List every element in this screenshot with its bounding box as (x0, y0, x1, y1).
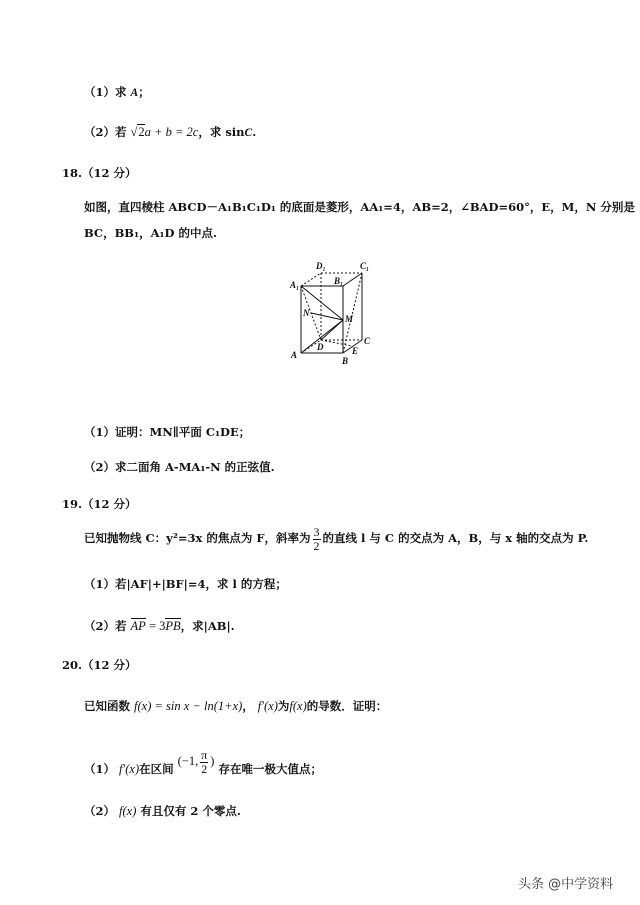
q19-heading: 19.（12 分） (62, 497, 137, 511)
q20-part1: （1） f′(x)在区间 (−1, $\frac{\pi}{2}$ ) 存在唯一极大值点； (84, 748, 322, 776)
q18-stem-line1: 如图，直四棱柱 ABCD－A₁B₁C₁D₁ 的底面是菱形，AA₁=4，AB=2，∠BAD=60°，E，M，N 分别是 (84, 200, 635, 214)
label-A1: A₁ (290, 280, 300, 290)
label-A: A (291, 350, 298, 360)
q20-interval: (−1, $\frac{\pi}{2}$ ) (177, 748, 215, 776)
label-E: E (352, 346, 359, 356)
q20-part2: （2） f(x) 有且仅有 2 个零点. (84, 804, 241, 818)
q17-part2: （2）若 √2a + b = 2c，求 sinC. (84, 125, 257, 139)
q17-part1: （1）求 A； (84, 85, 150, 99)
prism-figure (280, 258, 380, 370)
q18-stem-line2: BC，BB₁，A₁D 的中点. (84, 226, 218, 240)
label-C1: C₁ (360, 261, 370, 271)
q20-stem: 已知函数 f(x) = sin x − ln(1+x)， f′(x)为f(x)的导数．证明： (84, 699, 388, 713)
q20-heading: 20.（12 分） (62, 658, 137, 672)
label-B1: B₁ (334, 276, 344, 286)
label-D1: D₁ (316, 261, 326, 271)
q18-heading: 18.（12 分） (62, 166, 137, 180)
q19-slope-fraction: $\frac{3}{2}$ (313, 525, 320, 553)
q18-part1: （1）证明：MN∥平面 C₁DE； (84, 425, 251, 439)
q17-equation: √2a + b = 2c (130, 125, 199, 139)
q19-part1: （1）若|AF|+|BF|=4，求 l 的方程； (84, 577, 287, 591)
vector-PB: PB (165, 619, 181, 633)
q18-part2: （2）求二面角 A-MA₁-N 的正弦值. (84, 460, 275, 474)
label-C: C (364, 336, 371, 346)
label-B: B (342, 356, 349, 366)
label-N: N (303, 308, 310, 318)
watermark: 头条 @中学资料 (518, 877, 614, 892)
vector-AP: AP (130, 619, 146, 633)
label-D: D (317, 342, 324, 352)
label-M: M (345, 314, 354, 324)
q19-part2: （2）若 AP = 3PB，求|AB|. (84, 619, 235, 633)
q20-function: f(x) = sin x − ln(1+x) (134, 699, 243, 713)
q19-stem: 已知抛物线 C：y²=3x 的焦点为 F，斜率为 $\frac{3}{2}$ 的直线 l 与 C 的交点为 A，B，与 x 轴的交点为 P. (84, 525, 589, 553)
